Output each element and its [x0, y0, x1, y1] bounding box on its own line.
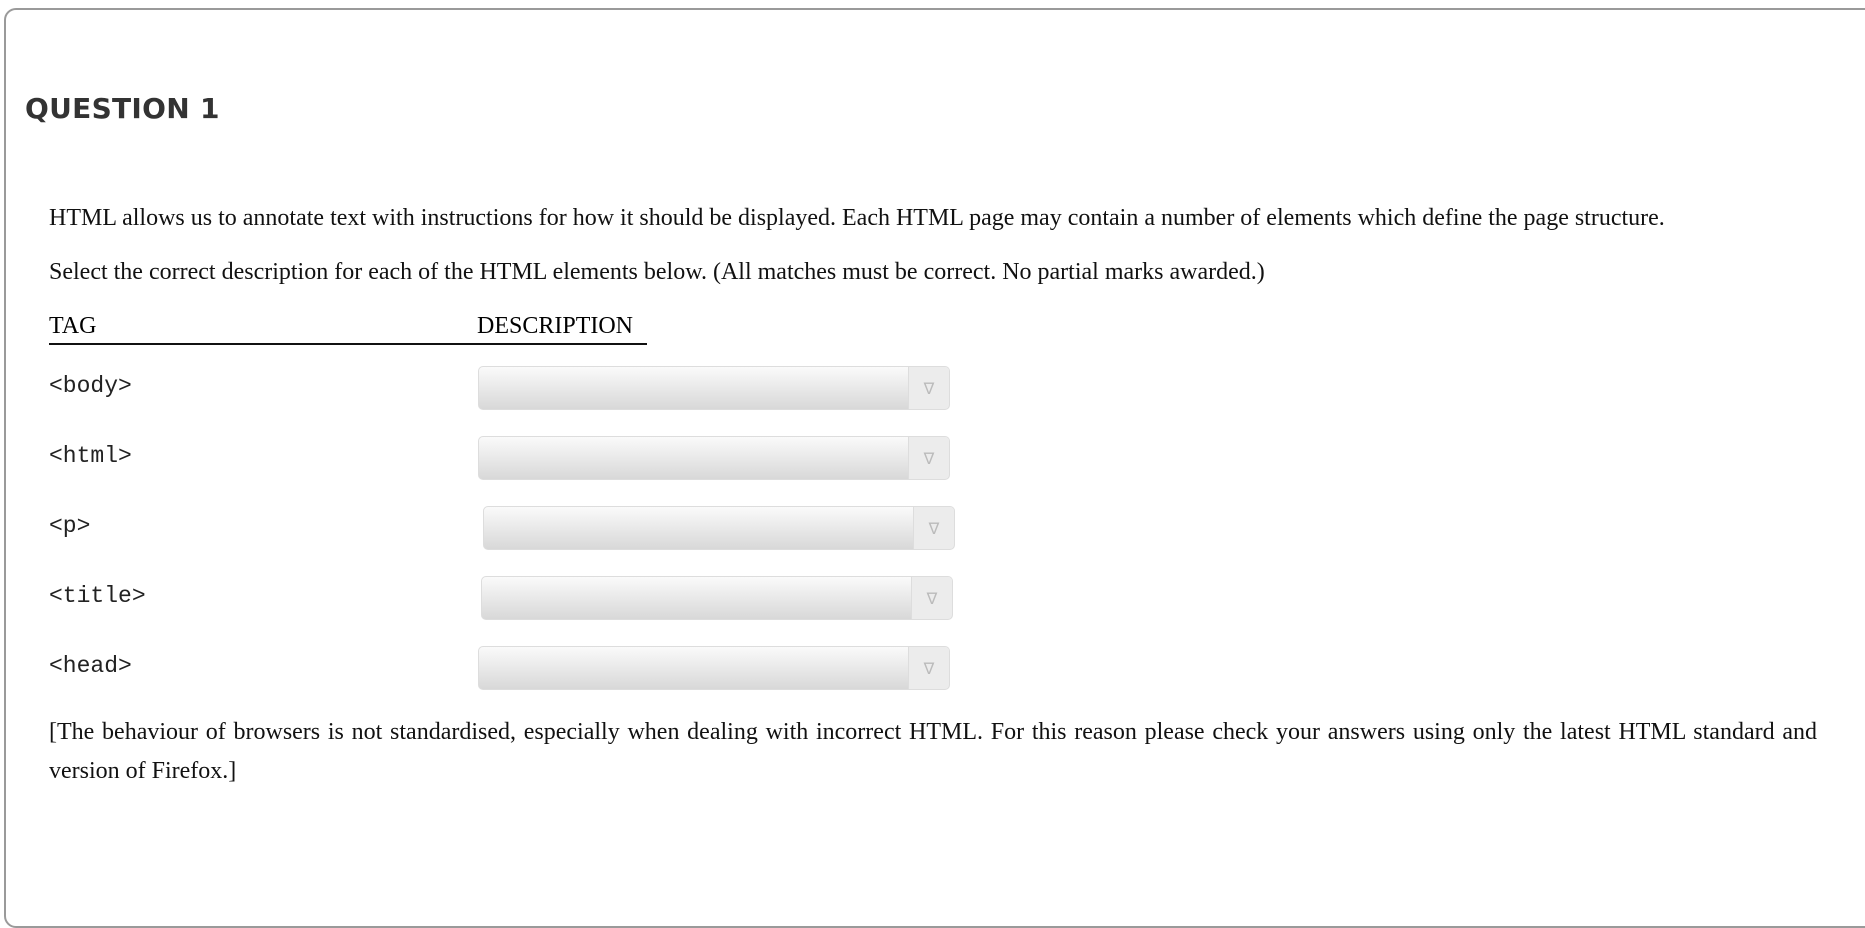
description-header: DESCRIPTION	[477, 313, 634, 339]
chevron-down-icon: ∇	[908, 367, 949, 409]
chevron-down-icon: ∇	[911, 577, 952, 619]
description-select-html[interactable]	[478, 436, 950, 480]
table-header	[49, 313, 647, 345]
chevron-down-icon: ∇	[908, 647, 949, 689]
description-select-body[interactable]	[478, 366, 950, 410]
tag-label: <html>	[49, 443, 132, 469]
question-title: QUESTION 1	[25, 92, 220, 125]
chevron-down-icon: ∇	[913, 507, 954, 549]
question-instruction: Select the correct description for each of the HTML elements below. (All matches must be correct. No partial marks awarded.)	[49, 259, 1265, 285]
chevron-down-icon: ∇	[908, 437, 949, 479]
description-select-title[interactable]	[481, 576, 953, 620]
tag-label: <p>	[49, 513, 91, 539]
tag-label: <body>	[49, 373, 132, 399]
tag-label: <title>	[49, 583, 146, 609]
question-intro: HTML allows us to annotate text with instructions for how it should be displayed. Each HTML page may contain a number of elements which define the page structure.	[49, 205, 1665, 231]
tag-header: TAG	[49, 313, 97, 339]
description-select-head[interactable]	[478, 646, 950, 690]
question-note: [The behaviour of browsers is not standardised, especially when dealing with incorrect HTML. For this reason please check your answers using only the latest HTML standard and version of Firefox.]	[49, 719, 1817, 784]
description-select-p[interactable]	[483, 506, 955, 550]
tag-label: <head>	[49, 653, 132, 679]
